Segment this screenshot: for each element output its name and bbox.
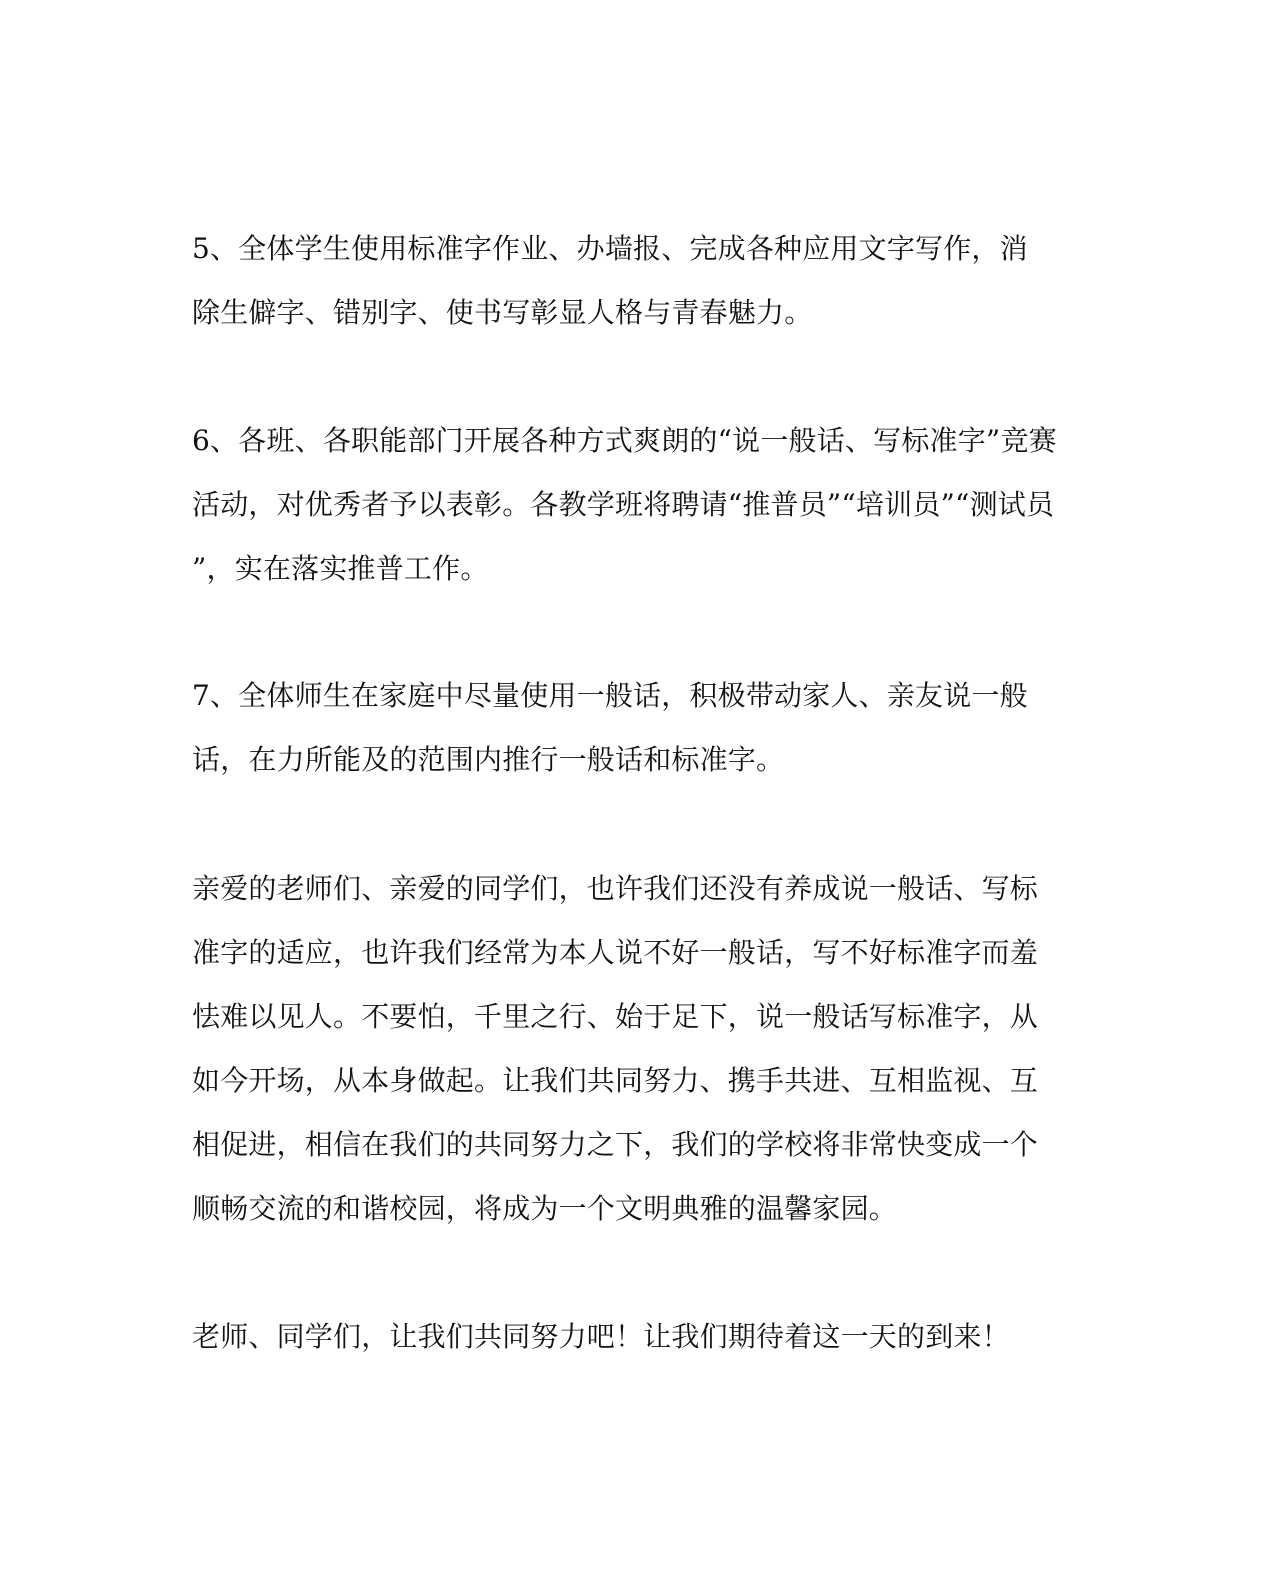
paragraph-appeal [192, 857, 1072, 1241]
text-line: 如今开场，从本身做起。让我们共同努力、携手共进、互相监视、互 [192, 1064, 1039, 1097]
text-line: 7、全体师生在家庭中尽量使用一般话，积极带动家人、亲友说一般 [192, 679, 1028, 712]
paragraph-closing [192, 1305, 1072, 1369]
text-line: 5、全体学生使用标准字作业、办墙报、完成各种应用文字写作，消 [192, 232, 1028, 265]
text-line: 怯难以见人。不要怕，千里之行、始于足下，说一般话写标准字，从 [192, 1000, 1039, 1033]
text-line: 顺畅交流的和谐校园，将成为一个文明典雅的温馨家园。 [192, 1192, 898, 1225]
text-line: 话，在力所能及的范围内推行一般话和标准字。 [192, 743, 785, 776]
text-line: 6、各班、各职能部门开展各种方式爽朗的“说一般话、写标准字”竞赛 [192, 424, 1057, 457]
text-line: 除生僻字、错别字、使书写彰显人格与青春魅力。 [192, 296, 813, 329]
text-line: 老师、同学们，让我们共同努力吧！让我们期待着这一天的到来！ [192, 1320, 1010, 1353]
paragraph-item-6 [192, 409, 1072, 601]
text-line: 相促进，相信在我们的共同努力之下，我们的学校将非常快变成一个 [192, 1128, 1039, 1161]
paragraph-item-5 [192, 217, 1072, 345]
text-line: 亲爱的老师们、亲爱的同学们，也许我们还没有养成说一般话、写标 [192, 872, 1039, 905]
text-line: ”，实在落实推普工作。 [192, 552, 489, 585]
text-line: 准字的适应，也许我们经常为本人说不好一般话，写不好标准字而羞 [192, 936, 1039, 969]
text-line: 活动，对优秀者予以表彰。各教学班将聘请“推普员”“培训员”“测试员 [192, 488, 1055, 521]
paragraph-item-7 [192, 664, 1072, 792]
